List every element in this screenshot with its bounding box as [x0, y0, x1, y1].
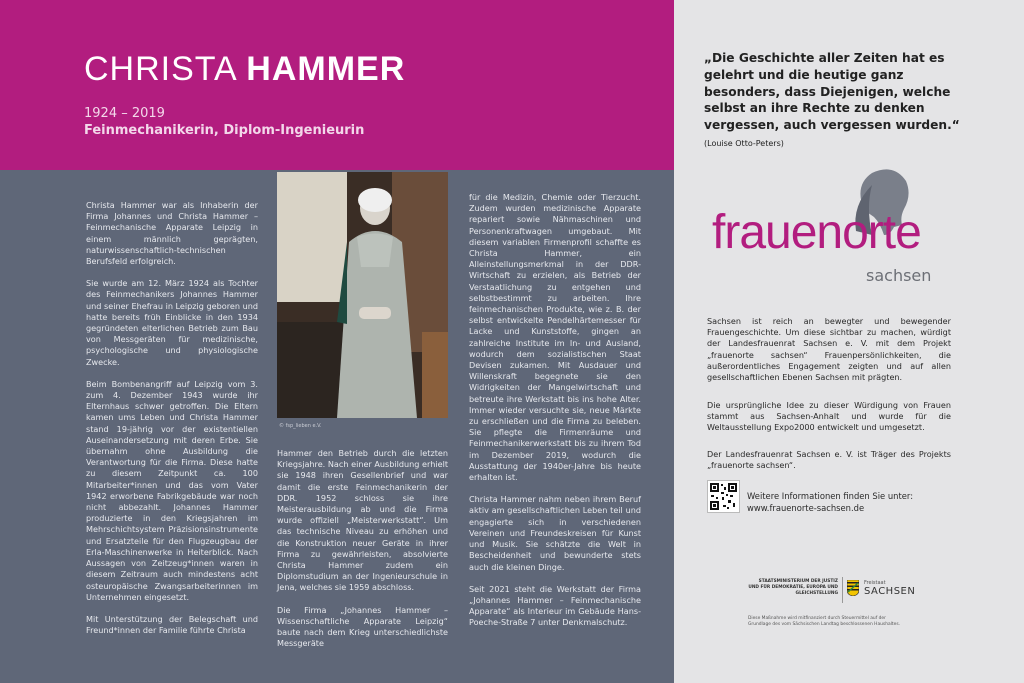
paragraph: für die Medizin, Chemie oder Tierzucht. Zudem wurden medizinische Apparate repariert sowie Nähmaschinen und Personenkraftwagen umgebaut. Mit diesem variablen Firmenprofil schaffte es Christa Hammer, ein Alleinstellungsmerkmal in der DDR-Wirtschaft zu erzielen, als Betrieb der Verstaatlichung zu entgehen und selbstbestimmt zu arbeiten. Ihre feinmechanischen Produkte, wie z. B. der selbst entwickelte Pendelhärtemesser für Lacke und Kunststoffe, gingen an zahlreiche Institute im In- und Ausland, wodurch dem sozialistischen Staat Devisen zukamen. Mit Ausdauer und Willenskraft begegnete sie den Widrigkeiten der Mangelwirtschaft und betreute ihre Werkstatt bis ins hohe Alter. Immer wieder versuchte sie, neue Märkte zu erschließen und die Firma zu beleben. Sie pflegte die Firmenräume und Feinmechanikerwerkstatt bis zu ihrem Tod im Dezember 2019, wodurch die Ausstattung der 1940er-Jahre bis heute erhalten ist. [469, 192, 641, 483]
quote-text: „Die Geschichte aller Zeiten hat es gelehrt und die heutige ganz besonders, dass Diejenigen, welche selbst an ihre Rechte zu denken vergessen, auch vergessen wurden.“ [704, 51, 960, 133]
logo-subtitle: sachsen [866, 266, 932, 285]
first-name: CHRISTA [84, 50, 236, 88]
portrait-photo [277, 172, 448, 418]
header-band [0, 0, 674, 170]
ministry-name: STAATSMINISTERIUM DER JUSTIZ UND FÜR DEMOKRATIE, EUROPA UND GLEICHSTELLUNG [748, 579, 838, 596]
text-column-2 [277, 448, 448, 660]
project-sponsor: Der Landesfrauenrat Sachsen e. V. ist Träger des Projekts „frauenorte sachsen“. [707, 449, 951, 471]
saxony-crest-icon [847, 580, 859, 596]
logo-wordmark: frauenorte [712, 206, 921, 259]
more-info-label: Weitere Informationen finden Sie unter: [747, 491, 914, 501]
paragraph: Seit 2021 steht die Werkstatt der Firma „Johannes Hammer – Feinmechanische Apparate“ als Interieur im Gebäude Hans-Poeche-Straße 7 unter Denkmalschutz. [469, 583, 641, 628]
page-title [84, 50, 405, 89]
life-years: 1924 – 2019 [84, 106, 165, 121]
website-link[interactable]: www.frauenorte-sachsen.de [747, 503, 865, 513]
quote-author: (Louise Otto-Peters) [704, 138, 784, 148]
paragraph: Die Firma „Johannes Hammer – Wissenschaftliche Apparate Leipzig“ baute nach dem Krieg unterschiedlichste Messgeräte [277, 604, 448, 649]
profession: Feinmechanikerin, Diplom-Ingenieurin [84, 123, 365, 138]
quote-block [704, 50, 960, 153]
text-column-1 [86, 200, 258, 647]
paragraph: Mit Unterstützung der Belegschaft und Freund*innen der Familie führte Christa [86, 613, 258, 636]
project-description: Sachsen ist reich an bewegter und bewegender Frauengeschichte. Um diese sichtbar zu machen, würdigt der Landesfrauenrat Sachsen e. V. mit dem Projekt „frauenorte sachsen“ Frauenpersönlichkeiten, die außerordentliches Engagement zeigten und auf allen gesellschaftlichen Ebenen Sachsen mit prägten. [707, 316, 951, 383]
qr-code-icon[interactable] [707, 480, 740, 513]
more-info [747, 490, 913, 514]
last-name: HAMMER [246, 50, 406, 88]
project-origin: Die ursprüngliche Idee zu dieser Würdigung von Frauen stammt aus Sachsen-Anhalt und wurde für die Weltausstellung Expo2000 entwickelt und umgesetzt. [707, 400, 951, 433]
photo-caption: © fsp_lieben e.V. [279, 423, 322, 429]
paragraph: Hammer den Betrieb durch die letzten Kriegsjahre. Nach einer Ausbildung erhielt sie 1948 ihren Gesellenbrief und war damit die erste Feinmechanikerin der DDR. 1952 schloss sie ihre Meisterausbildung ab und die Firma wurde offiziell „Meisterwerkstatt“. Um das technische Niveau zu erhöhen und die Konstruktion neuer Geräte in ihrer Firma zu gewährleisten, absolvierte Christa Hammer zudem ein Diplomstudium an der Ingenieurschule in Jena, welches sie 1959 abschloss. [277, 448, 448, 593]
paragraph: Christa Hammer nahm neben ihrem Beruf aktiv am gesellschaftlichen Leben teil und engagierte sich in verschiedenen Vereinen und Freundeskreisen für Kunst und Musik. Sie schätzte die Welt in Bescheidenheit und bewunderte stets auch die kleinen Dinge. [469, 494, 641, 572]
text-column-3 [469, 192, 641, 640]
paragraph: Christa Hammer war als Inhaberin der Firma Johannes und Christa Hammer – Feinmechanische Apparate Leipzig in einem männlich geprägten, naturwissenschaftlich-technischen Berufsfeld erfolgreich. [86, 200, 258, 267]
state-name: SACHSEN [864, 586, 916, 597]
divider [842, 577, 843, 603]
funding-note: Diese Maßnahme wird mitfinanziert durch Steuermittel auf der Grundlage des vom Sächsischen Landtag beschlossenen Haushaltes. [748, 616, 901, 627]
paragraph: Sie wurde am 12. März 1924 als Tochter des Feinmechanikers Johannes Hammer und seiner Ehefrau in Leipzig geboren und hatte bereits früh Einblicke in den 1934 gegründeten elterlichen Betrieb zum Bau von Messgeräten für medizinische, psychologische und physiologische Zwecke. [86, 278, 258, 367]
state-label: Freistaat [864, 580, 886, 586]
portrait-image [277, 172, 448, 418]
paragraph: Beim Bombenangriff auf Leipzig vom 3. zum 4. Dezember 1943 wurde ihr Elternhaus schwer getroffen. Die Eltern kamen ums Leben und Christa Hammer stand 19-jährig vor der existentiellen Auseinandersetzung mit deren Erbe. Sie übernahm ohne Ausbildung die Verantwortung für die Firma. Diese hatte zu diesem Zeitpunkt ca. 100 Mitarbeiter*innen und das vom Vater 1942 erworbene Fabrikgebäude war noch nicht abbezahlt. Johannes Hammer produzierte in den Kriegsjahren im Mehrschichtsystem Präzisionsinstrumente und Ersatzteile für den Flugzeugbau der Erla-Maschinenwerke in Heiterblick. Nach Aussagen von Zeitzeug*innen waren in diesem Zeitraum auch mindestens acht osteuropäische Zwangsarbeiterinnen im Unternehmen eingesetzt. [86, 378, 258, 602]
